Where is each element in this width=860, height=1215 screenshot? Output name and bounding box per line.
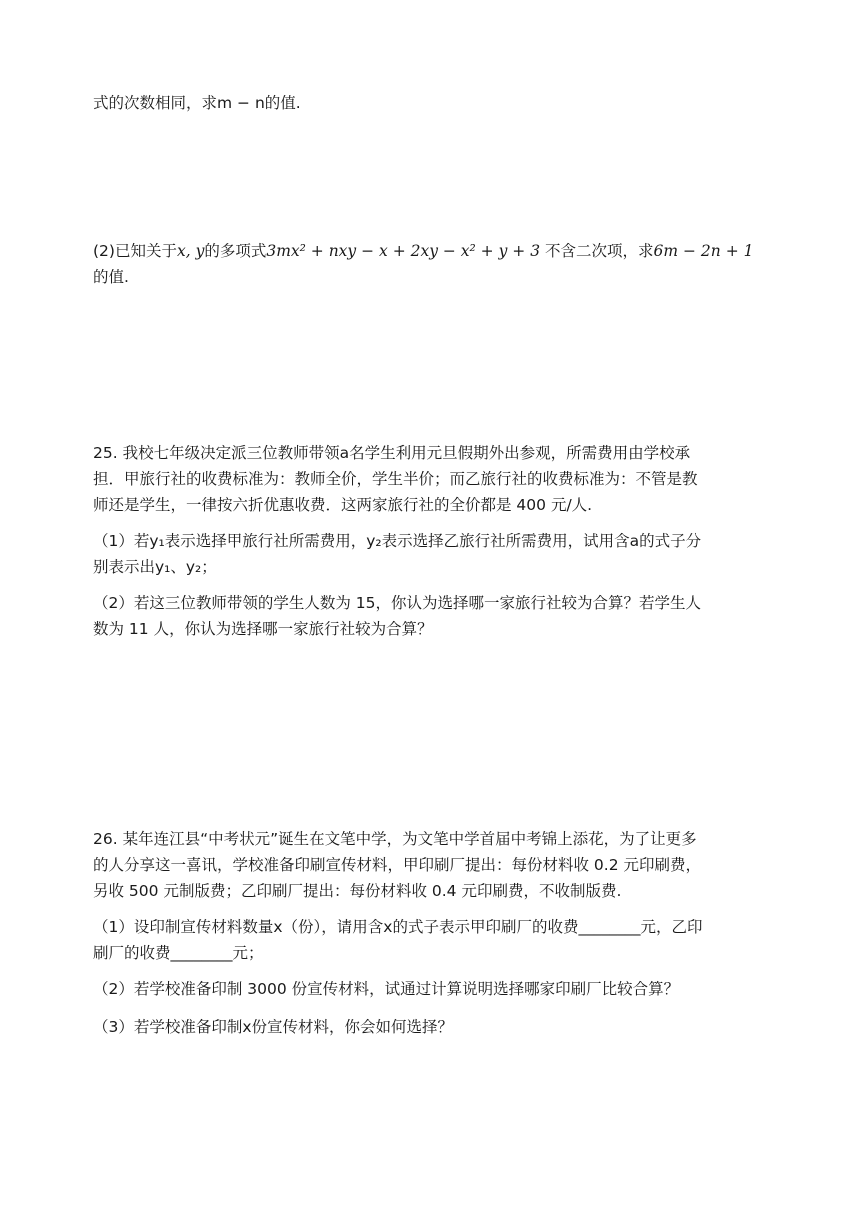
q24-part2-prefix: (2)已知关于 [93, 242, 177, 260]
q24-part2-expr: 3mx² + nxy − x + 2xy − x² + y + 3 [266, 242, 541, 260]
q24-part2-line1 [93, 238, 790, 264]
q25-line2: 担．甲旅行社的收费标准为：教师全价，学生半价；而乙旅行社的收费标准为：不管是教 [93, 470, 698, 488]
q26-line2: 的人分享这一喜讯，学校准备印刷宣传材料，甲印刷厂提出：每份材料收 0.2 元印刷费， [93, 856, 702, 874]
q24-part2-line2: 的值. [93, 268, 129, 286]
q25-sub2-line2: 数为 11 人，你认为选择哪一家旅行社较为合算？ [93, 620, 433, 638]
q24-part2-vars: x, y [176, 242, 205, 260]
q24-part2-target: 6m − 2n + 1 [653, 242, 754, 260]
q26-sub3: （3）若学校准备印制x份宣传材料，你会如何选择？ [93, 1018, 454, 1036]
q25-line1: 25. 我校七年级决定派三位教师带领a名学生利用元旦假期外出参观，所需费用由学校承 [93, 444, 691, 462]
q26-sub1-line2: 刷厂的收费________元； [93, 944, 264, 962]
q25-sub1-line1: （1）若y₁表示选择甲旅行社所需费用，y₂表示选择乙旅行社所需费用，试用含a的式子分 [93, 532, 702, 550]
q26-sub1-line1: （1）设印制宣传材料数量x（份），请用含x的式子表示甲印刷厂的收费________元，乙印 [93, 918, 703, 936]
q26-sub2: （2）若学校准备印制 3000 份宣传材料，试通过计算说明选择哪家印刷厂比较合算？ [93, 980, 680, 998]
q26-line3: 另收 500 元制版费；乙印刷厂提出：每份材料收 0.4 元印刷费，不收制版费. [93, 882, 622, 900]
q24-part2-mid: 的多项式 [204, 242, 267, 260]
q24-tail: 式的次数相同，求m − n的值. [93, 94, 301, 112]
q24-part2-after: 不含二次项，求 [545, 242, 654, 260]
q25-line3: 师还是学生，一律按六折优惠收费．这两家旅行社的全价都是 400 元/人. [93, 496, 593, 514]
q25-sub2-line1: （2）若这三位教师带领的学生人数为 15，你认为选择哪一家旅行社较为合算？若学生人 [93, 594, 702, 612]
q25-sub1-line2: 别表示出y₁、y₂； [93, 558, 217, 576]
q26-line1: 26. 某年连江县“中考状元”诞生在文笔中学，为文笔中学首届中考锦上添花，为了让更多 [93, 830, 697, 848]
